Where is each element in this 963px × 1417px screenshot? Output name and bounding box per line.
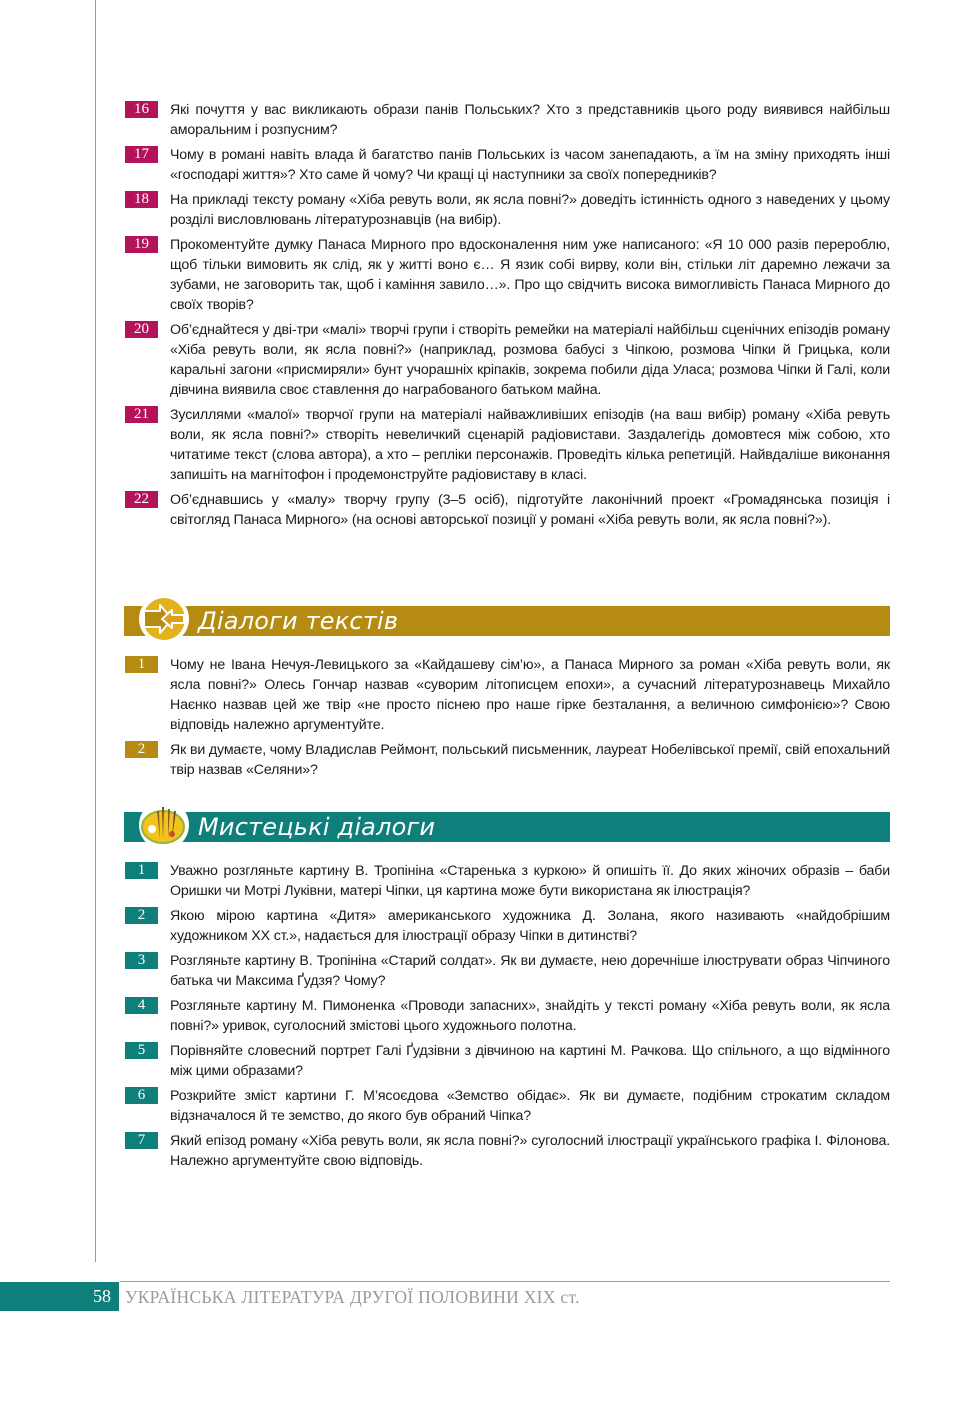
question-number: 1 xyxy=(125,656,158,673)
question-text: Як ви думаєте, чому Владислав Реймонт, польський письменник, лауреат Нобелівської премії, свій епохальний твір назвав «Селяни»? xyxy=(170,742,890,778)
palette-icon xyxy=(138,799,190,851)
question-item xyxy=(0,235,963,315)
question-number: 3 xyxy=(125,952,158,969)
question-number: 2 xyxy=(125,907,158,924)
questions-list-art xyxy=(0,861,963,1176)
questions-list-top xyxy=(0,100,963,535)
question-item xyxy=(0,861,963,901)
question-number: 19 xyxy=(125,236,158,253)
question-text: Об’єднавшись у «малу» творчу групу (3–5 осіб), підготуйте лаконічний проект «Громадянська позиція і світогляд Панаса Мирного» (на основі авторської позиції у романі «Хіба ревуть воли, як ясла повні?»). xyxy=(170,492,890,528)
question-number: 18 xyxy=(125,191,158,208)
question-number: 4 xyxy=(125,997,158,1014)
question-item xyxy=(0,1086,963,1126)
question-text: Які почуття у вас викликають образи панів Польських? Хто з представників цього роду виявився найбільш аморальним і розпусним? xyxy=(170,102,890,138)
section-title: Діалоги текстів xyxy=(198,607,399,635)
question-number: 20 xyxy=(125,321,158,338)
question-text: Уважно розгляньте картину В. Тропініна «Старенька з куркою» й опишіть її. До яких жіночих образів – баби Оришки чи Мотрі Луківни, матері Чіпки, ця картина може бути використана як ілюстрація? xyxy=(170,863,890,899)
footer-rule xyxy=(120,1281,890,1282)
running-title: УКРАЇНСЬКА ЛІТЕРАТУРА ДРУГОЇ ПОЛОВИНИ ХІХ ст. xyxy=(125,1287,580,1307)
question-text: Розкрийте зміст картини Г. М’ясоєдова «Земство обідає». Як ви думаєте, подібним строкатим складом відзначалося й те земство, до якого був обраний Чіпка? xyxy=(170,1088,890,1124)
questions-list-dialogs xyxy=(0,655,963,785)
question-text: Порівняйте словесний портрет Галі Ґудзівни з дівчиною на картині М. Рачкова. Що спільного, а що відмінного між цими образами? xyxy=(170,1043,890,1079)
question-number: 6 xyxy=(125,1087,158,1104)
question-number: 22 xyxy=(125,491,158,508)
question-item xyxy=(0,1131,963,1171)
question-text: Чому не Івана Нечуя-Левицького за «Кайдашеву сім’ю», а Панаса Мирного за роман «Хіба ревуть воли, як ясла повні?» Олесь Гончар назвав «суворим літописцем епохи», а сучасний літературознавець Михайло Наєнко назвав цей же твір «не просто піснею про наше гірке безталання, а величною симфонією»? Свою відповідь належно аргументуйте. xyxy=(170,657,890,733)
question-item xyxy=(0,906,963,946)
question-item xyxy=(0,190,963,230)
question-text: Прокоментуйте думку Панаса Мирного про вдосконалення ним уже написаного: «Я 10 000 разів перероблю, щоб тільки вимовить як слід, як у житті воно є… Я язик собі вирву, коли він, стільки літ даремно лежачи за зубами, не заговорить так, щоб і каміння завило…». Про що свідчить висока вимогливість Панаса Мирного до своїх творів? xyxy=(170,237,890,313)
question-item xyxy=(0,405,963,485)
question-item xyxy=(0,740,963,780)
question-number: 17 xyxy=(125,146,158,163)
question-item xyxy=(0,655,963,735)
section-header-dialogs xyxy=(124,606,890,636)
question-number: 7 xyxy=(125,1132,158,1149)
section-header-art xyxy=(124,812,890,842)
question-number: 1 xyxy=(125,862,158,879)
arrows-icon xyxy=(138,593,190,645)
question-number: 5 xyxy=(125,1042,158,1059)
question-text: Об’єднайтеся у дві-три «малі» творчі групи і створіть ремейки на матеріалі найбільш сценічних епізодів роману «Хіба ревуть воли, як ясла повні?» (наприклад, розмова бабусі з Чіпкою, розмова Чіпки й Грицька, коли каральні загони «присмиряли» бунт учорашніх кріпаків, зокрема побили діда Уласа; розмова Чіпки й Галі, коли дівчина виявила своє ставлення до награбованого батьком майна. xyxy=(170,322,890,398)
question-item xyxy=(0,996,963,1036)
page-number: 58 xyxy=(93,1286,111,1306)
question-text: Зусиллями «малої» творчої групи на матеріалі найважливіших епізодів (на ваш вибір) роману «Хіба ревуть воли, як ясла повні?» створіть невеличкий сценарій радіовистави. Заздалегідь домовтеся між собою, хто читатиме текст (слова автора), а хто – репліки персонажів. Проведіть кілька репетицій. Найвдаліше виконання запишіть на магнітофон і продемонструйте радіовиставу в класі. xyxy=(170,407,890,483)
question-item xyxy=(0,320,963,400)
section-title: Мистецькі діалоги xyxy=(198,813,436,841)
question-item xyxy=(0,490,963,530)
question-item xyxy=(0,1041,963,1081)
question-item xyxy=(0,145,963,185)
question-number: 21 xyxy=(125,406,158,423)
question-item xyxy=(0,100,963,140)
question-text: Розгляньте картину М. Пимоненка «Проводи запасних», знайдіть у тексті роману «Хіба ревуть воли, як ясла повні?» уривок, суголосний змістові цього художнього полотна. xyxy=(170,998,890,1034)
question-item xyxy=(0,951,963,991)
question-text: Який епізод роману «Хіба ревуть воли, як ясла повні?» суголосний ілюстрації українського графіка І. Філонова. Належно аргументуйте свою відповідь. xyxy=(170,1133,890,1169)
question-number: 16 xyxy=(125,101,158,118)
question-text: На прикладі тексту роману «Хіба ревуть воли, як ясла повні?» доведіть істинність одного з наведених у цьому розділі висловлювань літературознавців (на вибір). xyxy=(170,192,890,228)
question-text: Якою мірою картина «Дитя» американського художника Д. Золана, якого називають «найдобрішим художником XX ст.», надається для ілюстрації образу Чіпки в дитинстві? xyxy=(170,908,890,944)
question-text: Розгляньте картину В. Тропініна «Старий солдат». Як ви думаєте, нею доречніше ілюструвати образ Чіпчиного батька чи Максима Ґудзя? Чому? xyxy=(170,953,890,989)
question-number: 2 xyxy=(125,741,158,758)
question-text: Чому в романі навіть влада й багатство панів Польських із часом занепадають, а їм на зміну приходять інші «господарі життя»? Хто саме й чому? Чи кращі ці наступники за своїх попередників? xyxy=(170,147,890,183)
